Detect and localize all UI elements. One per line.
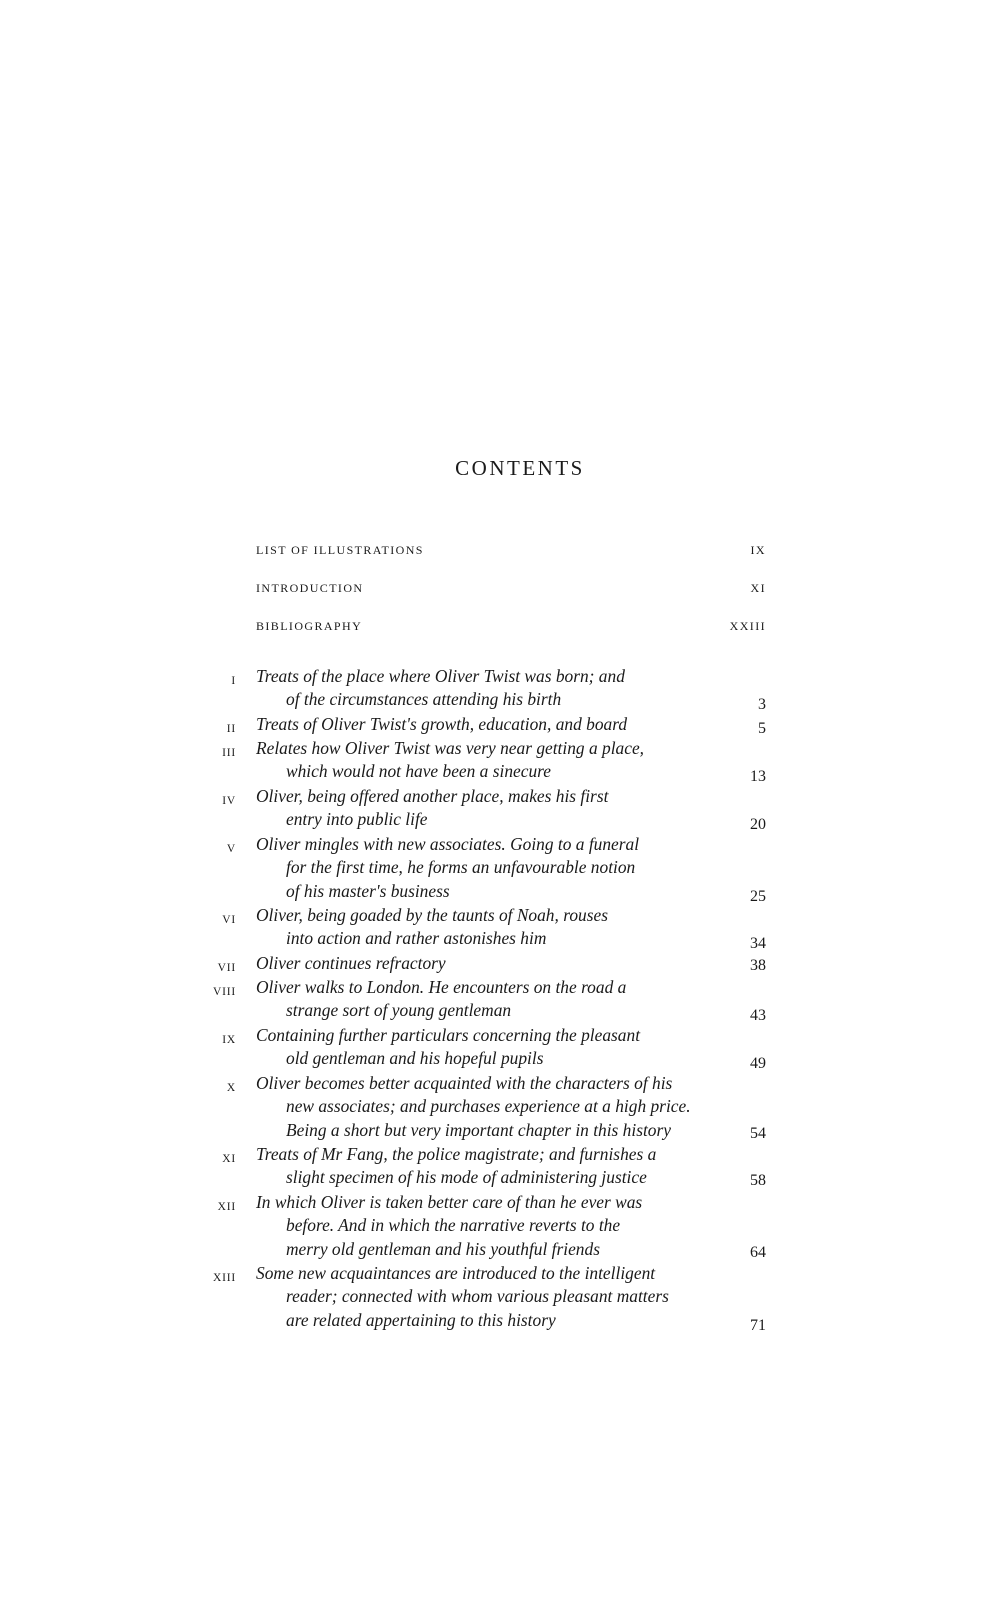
chapter-title xyxy=(256,976,716,1023)
chapter-title-line: Treats of Mr Fang, the police magistrate; and furnishes a xyxy=(256,1144,657,1164)
chapter-title-line: for the first time, he forms an unfavourable notion xyxy=(286,857,636,878)
chapter-page: 71 xyxy=(750,1317,766,1334)
chapter-title xyxy=(256,737,716,784)
chapter-number: II xyxy=(226,723,236,735)
chapter-title-line: of the circumstances attending his birth xyxy=(286,689,562,710)
front-matter-label: LIST OF ILLUSTRATIONS xyxy=(256,543,424,557)
chapter-number: XII xyxy=(217,1201,236,1213)
chapter-page: 25 xyxy=(750,888,766,905)
chapter-number: I xyxy=(231,675,236,687)
chapter-title-line: of his master's business xyxy=(286,880,450,901)
chapter-title-line: new associates; and purchases experience at a high price. xyxy=(286,1096,691,1117)
chapter-title-line: Oliver, being offered another place, makes his first xyxy=(256,786,609,806)
chapter-number: VII xyxy=(217,962,236,974)
chapter-page: 20 xyxy=(750,816,766,833)
chapter-title-line: reader; connected with whom various pleasant matters xyxy=(286,1286,669,1307)
front-matter-label: BIBLIOGRAPHY xyxy=(256,619,363,633)
chapter-title-line: entry into public life xyxy=(286,809,428,830)
front-matter-page: IX xyxy=(750,543,766,557)
chapter-title-line: Some new acquaintances are introduced to the intelligent xyxy=(256,1263,656,1283)
chapter-title-line: Oliver continues refractory xyxy=(256,953,446,973)
chapter-title-line: Oliver becomes better acquainted with the characters of his xyxy=(256,1073,673,1093)
chapter-title xyxy=(256,713,716,736)
chapter-number: XI xyxy=(222,1153,236,1165)
chapter-page: 49 xyxy=(750,1055,766,1072)
chapter-page: 3 xyxy=(758,696,766,713)
chapter-number: XIII xyxy=(213,1272,236,1284)
front-matter-page: XXIII xyxy=(729,619,766,633)
chapter-title-line: In which Oliver is taken better care of than he ever was xyxy=(256,1192,643,1212)
chapter-title xyxy=(256,952,716,975)
chapter-title xyxy=(256,904,716,951)
chapter-number: VIII xyxy=(213,986,236,998)
front-matter-label: INTRODUCTION xyxy=(256,581,364,595)
chapter-title-line: Oliver mingles with new associates. Going to a funeral xyxy=(256,834,640,854)
chapter-title xyxy=(256,1072,716,1142)
chapter-page: 13 xyxy=(750,768,766,785)
chapter-page: 34 xyxy=(750,935,766,952)
chapter-page: 43 xyxy=(750,1007,766,1024)
chapter-title xyxy=(256,785,716,832)
chapter-title xyxy=(256,1024,716,1071)
chapter-page: 64 xyxy=(750,1244,766,1261)
chapter-title-line: Treats of the place where Oliver Twist was born; and xyxy=(256,666,625,686)
chapter-title-line: into action and rather astonishes him xyxy=(286,928,547,949)
chapter-number: X xyxy=(226,1082,236,1094)
chapter-title-line: are related appertaining to this history xyxy=(286,1309,556,1330)
chapter-title-line: slight specimen of his mode of administering justice xyxy=(286,1167,647,1188)
chapter-title-line: strange sort of young gentleman xyxy=(286,1000,512,1021)
chapter-title-line: Oliver walks to London. He encounters on the road a xyxy=(256,977,627,997)
chapter-title xyxy=(256,1191,716,1261)
chapter-title-line: Containing further particulars concerning the pleasant xyxy=(256,1025,641,1045)
chapter-title-line: old gentleman and his hopeful pupils xyxy=(286,1048,544,1069)
chapter-page: 58 xyxy=(750,1172,766,1189)
chapter-page: 54 xyxy=(750,1125,766,1142)
front-matter-page: XI xyxy=(750,581,766,595)
chapter-title-line: before. And in which the narrative reverts to the xyxy=(286,1215,621,1236)
chapter-number: IV xyxy=(222,795,236,807)
chapter-number: III xyxy=(222,747,236,759)
chapter-title xyxy=(256,1262,716,1332)
chapter-title-line: Treats of Oliver Twist's growth, education, and board xyxy=(256,714,628,734)
chapter-title-line: Being a short but very important chapter in this history xyxy=(286,1119,671,1140)
chapter-page: 5 xyxy=(758,720,766,737)
chapter-number: IX xyxy=(222,1034,236,1046)
chapter-title-line: Oliver, being goaded by the taunts of Noah, rouses xyxy=(256,905,608,925)
chapter-title xyxy=(256,833,716,903)
chapter-title-line: merry old gentleman and his youthful friends xyxy=(286,1238,600,1259)
chapter-page: 38 xyxy=(750,957,766,974)
chapter-number: V xyxy=(226,843,236,855)
chapter-title xyxy=(256,1143,716,1190)
chapter-title xyxy=(256,665,716,712)
chapter-title-line: which would not have been a sinecure xyxy=(286,761,551,782)
chapter-number: VI xyxy=(222,914,236,926)
chapter-title-line: Relates how Oliver Twist was very near getting a place, xyxy=(256,738,645,758)
page-title: CONTENTS xyxy=(455,456,585,480)
